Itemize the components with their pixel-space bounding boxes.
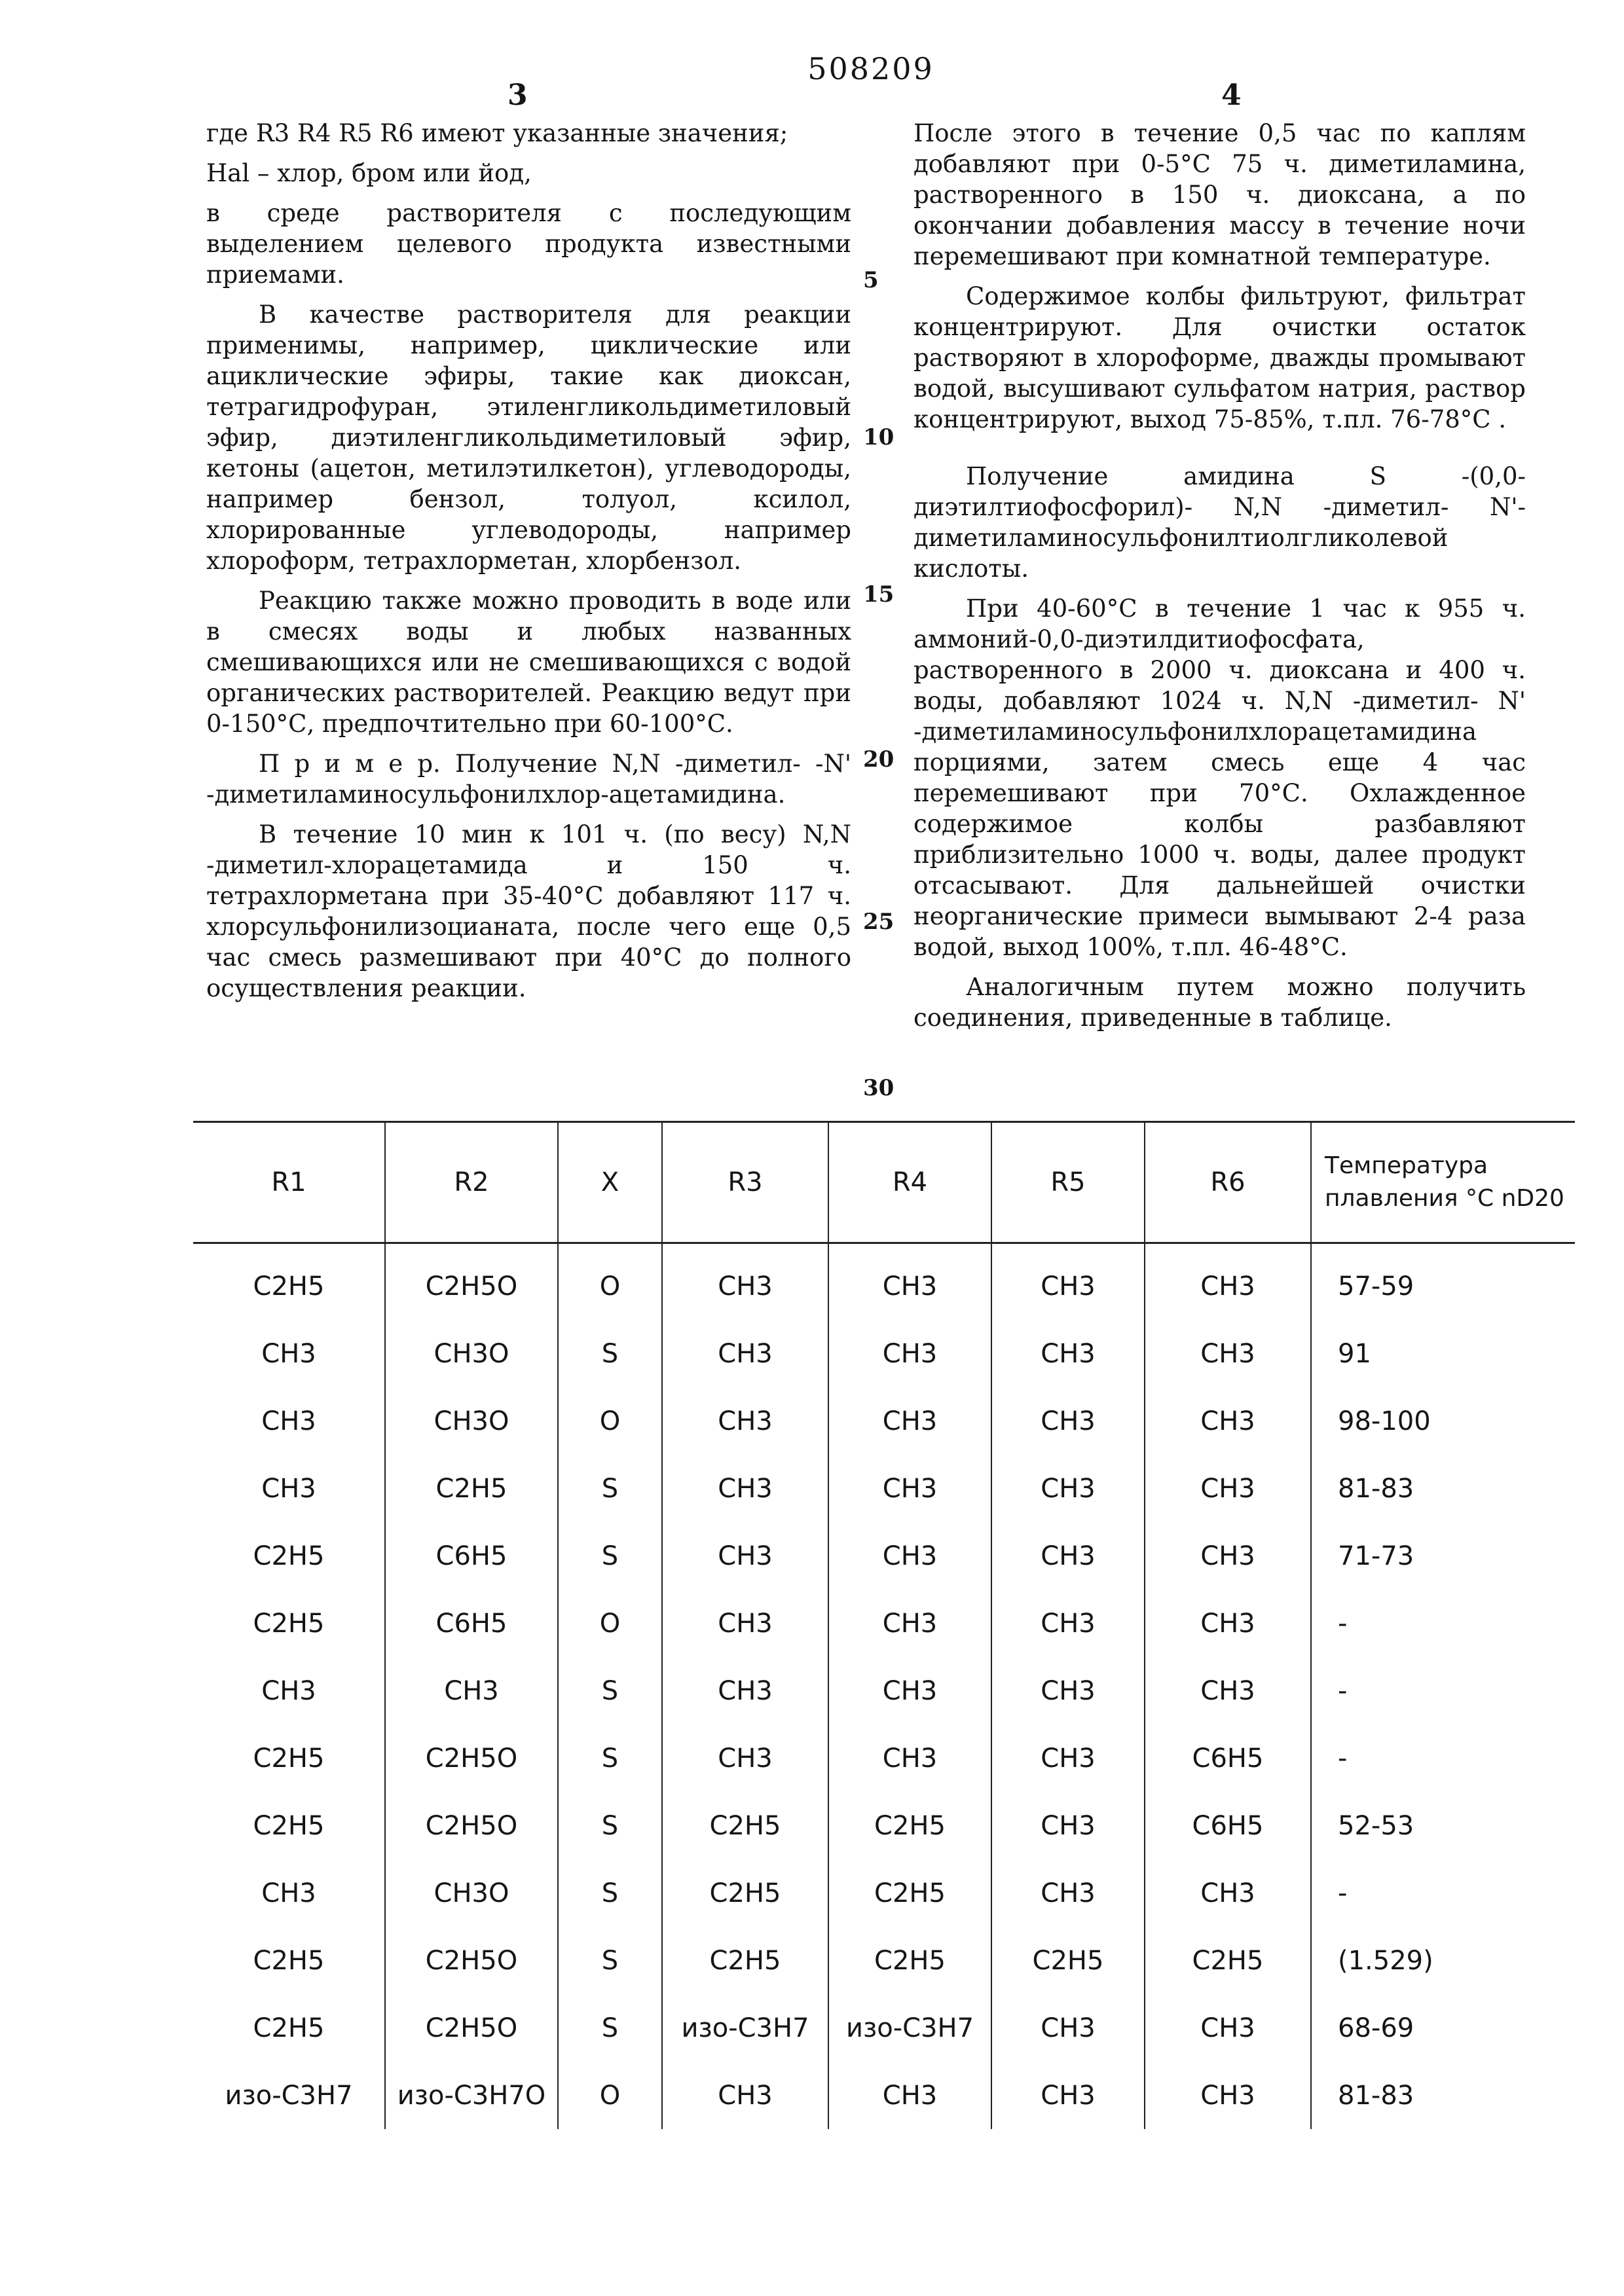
paragraph-solvent-medium: в среде растворителя с последующим выделением целевого продукта известными приемами. <box>206 199 851 289</box>
cell-melting-point: - <box>1311 1724 1575 1792</box>
cell-r6: CH3 <box>1145 1859 1311 1927</box>
cell-r1: CH3 <box>261 1878 316 1908</box>
cell-r4: CH3 <box>828 1724 991 1792</box>
table-row <box>193 1387 1575 1455</box>
cell-r5: C2H5 <box>991 1927 1145 1994</box>
cell-x: S <box>558 1859 662 1927</box>
cell-melting-point: 71-73 <box>1311 1522 1575 1590</box>
cell-r3: CH3 <box>662 1387 828 1455</box>
cell-x: S <box>558 1455 662 1522</box>
cell-r1: C2H5 <box>253 1743 325 1774</box>
cell-r3: CH3 <box>662 1455 828 1522</box>
cell-r5: CH3 <box>991 1859 1145 1927</box>
paragraph-amidine-procedure: При 40-60°С в течение 1 час к 955 ч. аммоний-0,0-диэтилдитиофосфата, растворенного в 2000 ч. диоксана и 400 ч. воды, добавляют 1024 ч. N,N -диметил- N' -диметиламиносульфонилхлорацетамидина порциями, затем смесь еще 4 час перемешивают при 70°С. Охлажденное содержимое колбы разбавляют приблизительно 1000 ч. воды, далее продукт отсасывают. Для дальнейшей очистки неорганические примеси вымывают 2-4 раза водой, выход 100%, т.пл. 46-48°С. <box>913 594 1526 961</box>
column-number-right: 4 <box>1221 79 1242 112</box>
cell-r6: CH3 <box>1145 1455 1311 1522</box>
cell-x: S <box>558 1927 662 1994</box>
table-row <box>193 1927 1575 1994</box>
cell-r3: C2H5 <box>662 1927 828 1994</box>
cell-x: O <box>558 1243 662 1321</box>
cell-r6: CH3 <box>1145 1522 1311 1590</box>
cell-r6: CH3 <box>1145 1387 1311 1455</box>
cell-melting-point: 68-69 <box>1311 1994 1575 2062</box>
cell-r3: CH3 <box>662 1590 828 1657</box>
cell-r3: изо-C3H7 <box>662 1994 828 2062</box>
paragraph-hal: Hal – хлор, бром или йод, <box>206 159 532 187</box>
cell-r6: CH3 <box>1145 1994 1311 2062</box>
table-row <box>193 1320 1575 1387</box>
table-row <box>193 1455 1575 1522</box>
cell-r5: CH3 <box>991 1590 1145 1657</box>
paragraph-amidine-title: Получение амидина S -(0,0-диэтилтиофосфорил)- N,N -диметил- N'-диметиламиносульфонилтиолгликолевой кислоты. <box>913 462 1526 583</box>
cell-melting-point: 52-53 <box>1311 1792 1575 1859</box>
paragraph-water: Реакцию также можно проводить в воде или в смесях воды и любых названных смешивающихся или не смешивающихся с водой органических растворителей. Реакцию ведут при 0-150°С, предпочтительно при 60-100°С. <box>206 587 851 738</box>
cell-r5: CH3 <box>991 1994 1145 2062</box>
paragraph-where: где R3 R4 R5 R6 имеют указанные значения; <box>206 119 788 147</box>
cell-melting-point: - <box>1311 1859 1575 1927</box>
cell-r6: C6H5 <box>1145 1724 1311 1792</box>
cell-r2: C2H5O <box>385 1994 558 2062</box>
cell-r6: C6H5 <box>1145 1792 1311 1859</box>
cell-r6: CH3 <box>1145 1590 1311 1657</box>
cell-r2: C6H5 <box>385 1522 558 1590</box>
cell-r5: CH3 <box>991 1657 1145 1724</box>
cell-x: O <box>558 1590 662 1657</box>
cell-r6: CH3 <box>1145 1320 1311 1387</box>
header-r2: R2 <box>385 1122 558 1243</box>
left-column <box>206 118 851 1013</box>
paragraph-example-title: П р и м е р. Получение N,N -диметил- -N' -диметиламиносульфонилхлор-ацетамидина. <box>206 750 851 809</box>
cell-r1: C2H5 <box>253 2013 325 2043</box>
patent-number: 508209 <box>807 51 934 86</box>
cell-x: S <box>558 1724 662 1792</box>
table-row <box>193 1724 1575 1792</box>
paragraph-example-body: В течение 10 мин к 101 ч. (по весу) N,N -диметил-хлорацетамида и 150 ч. тетрахлорметана при 35-40°С добавляют 117 ч. хлорсульфонилизоцианата, после чего еще 0,5 час смесь размешивают при 40°С до полного осуществления реакции. <box>206 820 851 1002</box>
table-row <box>193 1859 1575 1927</box>
cell-r4: CH3 <box>828 1387 991 1455</box>
cell-r4: CH3 <box>828 1455 991 1522</box>
cell-r2: C2H5 <box>385 1455 558 1522</box>
header-r1: R1 <box>193 1122 385 1243</box>
table-row <box>193 1657 1575 1724</box>
paragraph-filtration: Содержимое колбы фильтруют, фильтрат концентрируют. Для очистки остаток растворяют в хлороформе, дважды промывают водой, высушивают сульфатом натрия, раствор концентрируют, выход 75-85%, т.пл. 76-78°С . <box>913 282 1526 433</box>
cell-r1: C2H5 <box>253 1945 325 1976</box>
cell-r3: CH3 <box>662 1724 828 1792</box>
cell-r1: CH3 <box>261 1338 316 1369</box>
compound-table <box>193 1121 1575 2129</box>
cell-melting-point: 81-83 <box>1311 1455 1575 1522</box>
cell-x: S <box>558 1320 662 1387</box>
cell-r2: C2H5O <box>385 1792 558 1859</box>
cell-x: S <box>558 1657 662 1724</box>
table-row <box>193 1590 1575 1657</box>
cell-x: S <box>558 1994 662 2062</box>
header-r4: R4 <box>828 1122 991 1243</box>
cell-melting-point: 91 <box>1311 1320 1575 1387</box>
cell-r1: CH3 <box>261 1675 316 1706</box>
cell-r2: CH3O <box>385 1859 558 1927</box>
header-melting-point: Температура плавления °С nD20 <box>1311 1122 1575 1243</box>
column-number-left: 3 <box>507 79 528 112</box>
cell-r4: CH3 <box>828 1522 991 1590</box>
table-row <box>193 1792 1575 1859</box>
cell-melting-point: 98-100 <box>1311 1387 1575 1455</box>
cell-melting-point: 57-59 <box>1311 1243 1575 1321</box>
cell-r2: C2H5O <box>385 1927 558 1994</box>
header-r3: R3 <box>662 1122 828 1243</box>
cell-r3: CH3 <box>662 1320 828 1387</box>
line-number-30: 30 <box>863 1075 895 1101</box>
cell-melting-point: (1.529) <box>1311 1927 1575 1994</box>
cell-r3: C2H5 <box>662 1859 828 1927</box>
cell-r5: CH3 <box>991 1724 1145 1792</box>
cell-r4: C2H5 <box>828 1792 991 1859</box>
table-header-row <box>193 1122 1575 1243</box>
cell-r2: C2H5O <box>385 1243 558 1321</box>
cell-r1: CH3 <box>261 1473 316 1504</box>
cell-r1: C2H5 <box>253 1810 325 1841</box>
cell-r4: CH3 <box>828 2062 991 2129</box>
cell-r6: CH3 <box>1145 1657 1311 1724</box>
cell-r4: CH3 <box>828 1320 991 1387</box>
paragraph-dimethylamine: После этого в течение 0,5 час по каплям добавляют при 0-5°С 75 ч. диметиламина, растворенного в 150 ч. диоксана, а по окончании добавления массу в течение ночи перемешивают при комнатной температуре. <box>913 119 1526 270</box>
table-row <box>193 2062 1575 2129</box>
cell-r5: CH3 <box>991 1387 1145 1455</box>
cell-r1: C2H5 <box>253 1540 325 1571</box>
cell-x: O <box>558 1387 662 1455</box>
cell-r2: C2H5O <box>385 1724 558 1792</box>
cell-r5: CH3 <box>991 1455 1145 1522</box>
line-number-20: 20 <box>863 746 895 773</box>
paragraph-solvents: В качестве растворителя для реакции применимы, например, циклические или ациклические эфиры, такие как диоксан, тетрагидрофуран, этиленгликольдиметиловый эфир, диэтиленгликольдиметиловый эфир, кетоны (ацетон, метилэтилкетон), углеводороды, например бензол, толуол, ксилол, хлорированные углеводороды, например хлороформ, тетрахлорметан, хлорбензол. <box>206 301 851 575</box>
line-number-15: 15 <box>863 581 895 608</box>
cell-r6: C2H5 <box>1145 1927 1311 1994</box>
cell-x: S <box>558 1522 662 1590</box>
cell-r4: CH3 <box>828 1590 991 1657</box>
cell-x: S <box>558 1792 662 1859</box>
cell-r6: CH3 <box>1145 2062 1311 2129</box>
paragraph-analogous: Аналогичным путем можно получить соединения, приведенные в таблице. <box>913 973 1526 1032</box>
cell-melting-point: 81-83 <box>1311 2062 1575 2129</box>
cell-r4: C2H5 <box>828 1927 991 1994</box>
right-column <box>913 118 1526 1042</box>
cell-r2: CH3O <box>385 1387 558 1455</box>
cell-r1: CH3 <box>261 1406 316 1436</box>
cell-r2: изо-C3H7O <box>385 2062 558 2129</box>
cell-x: O <box>558 2062 662 2129</box>
cell-r2: C6H5 <box>385 1590 558 1657</box>
cell-r2: CH3 <box>385 1657 558 1724</box>
cell-r3: CH3 <box>662 1522 828 1590</box>
cell-r4: C2H5 <box>828 1859 991 1927</box>
cell-r3: CH3 <box>662 2062 828 2129</box>
header-r6: R6 <box>1145 1122 1311 1243</box>
header-r5: R5 <box>991 1122 1145 1243</box>
header-x: X <box>558 1122 662 1243</box>
line-number-10: 10 <box>863 424 895 450</box>
cell-r4: CH3 <box>828 1657 991 1724</box>
cell-r3: C2H5 <box>662 1792 828 1859</box>
cell-r1: C2H5 <box>253 1608 325 1639</box>
cell-r5: CH3 <box>991 1320 1145 1387</box>
line-number-25: 25 <box>863 909 895 935</box>
cell-r3: CH3 <box>662 1243 828 1321</box>
table-row <box>193 1243 1575 1321</box>
line-number-5: 5 <box>863 267 879 293</box>
table-row <box>193 1522 1575 1590</box>
table-row <box>193 1994 1575 2062</box>
cell-r1: C2H5 <box>253 1271 325 1302</box>
cell-melting-point: - <box>1311 1657 1575 1724</box>
cell-r3: CH3 <box>662 1657 828 1724</box>
cell-r1: изо-C3H7 <box>225 2080 353 2111</box>
cell-r4: CH3 <box>828 1243 991 1321</box>
cell-r4: изо-C3H7 <box>828 1994 991 2062</box>
cell-r5: CH3 <box>991 2062 1145 2129</box>
cell-r2: CH3O <box>385 1320 558 1387</box>
cell-melting-point: - <box>1311 1590 1575 1657</box>
cell-r6: CH3 <box>1145 1243 1311 1321</box>
cell-r5: CH3 <box>991 1522 1145 1590</box>
cell-r5: CH3 <box>991 1243 1145 1321</box>
cell-r5: CH3 <box>991 1792 1145 1859</box>
